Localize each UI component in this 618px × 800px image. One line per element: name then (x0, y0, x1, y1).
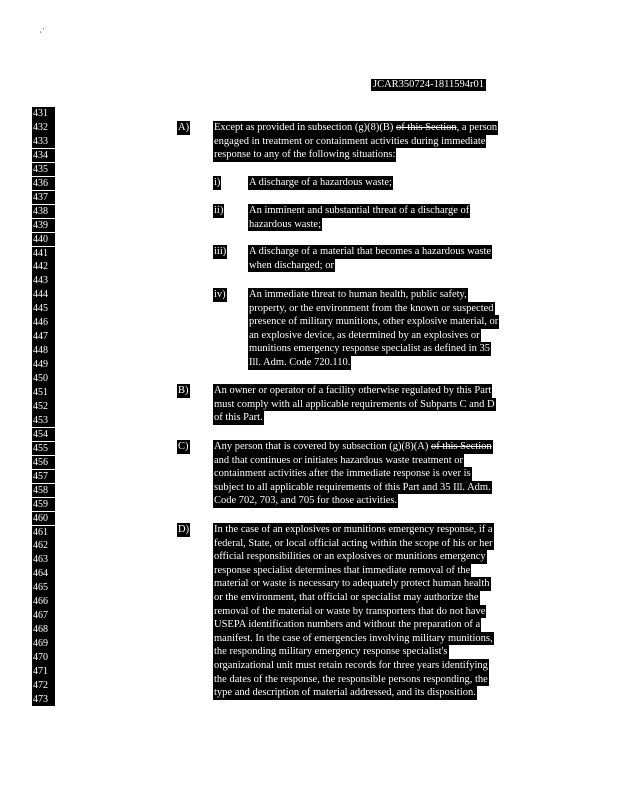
section-c-line: Code 702, 703, and 705 for those activities. (214, 495, 398, 507)
item-iv-label: iv) (214, 289, 226, 300)
line-number: 447 (32, 330, 55, 344)
line-number: 466 (32, 595, 55, 609)
line-number: 463 (32, 553, 55, 567)
section-d-line: organizational unit must retain records for three years identifying (214, 659, 488, 671)
line-number: 472 (32, 679, 55, 693)
section-d-line: or the environment, that official or specialist may authorize the (214, 591, 479, 603)
item-ii-line: hazardous waste; (249, 218, 322, 230)
line-number: 458 (32, 484, 55, 498)
section-c-strikethrough: of this Section (430, 441, 492, 452)
item-iv-line: an explosive device, as determined by an explosives or (249, 329, 480, 341)
line-number: 431 (32, 107, 55, 121)
item-i-label: i) (214, 177, 221, 188)
line-number: 467 (32, 609, 55, 623)
section-d-line: federal, State, or local official acting within the scope of his or her (214, 537, 493, 549)
section-b-line: of this Part. (214, 412, 263, 424)
section-d-line: manifest. In the case of emergencies involving military munitions, (214, 632, 493, 644)
section-b-text (213, 384, 496, 425)
item-ii-label: ii) (214, 205, 224, 216)
line-number: 465 (32, 581, 55, 595)
line-number: 468 (32, 623, 55, 637)
line-number: 460 (32, 512, 55, 526)
line-number: 464 (32, 567, 55, 581)
item-iv-line: Ill. Adm. Code 720.110. (249, 356, 351, 368)
line-number: 440 (32, 233, 55, 247)
line-number: 449 (32, 358, 55, 372)
item-iii-line: A discharge of a material that becomes a hazardous waste (249, 246, 492, 257)
section-c-line: containment activities after the immediate response is over is (214, 468, 471, 480)
line-number: 454 (32, 428, 55, 442)
line-number: 446 (32, 316, 55, 330)
line-number: 459 (32, 498, 55, 512)
line-number: 469 (32, 637, 55, 651)
section-c-line: subject to all applicable requirements of this Part and 35 Ill. Adm. (214, 481, 491, 493)
line-number: 451 (32, 386, 55, 400)
scan-marks: , ' (40, 28, 45, 34)
item-iii-label: iii) (214, 246, 227, 257)
line-number: 444 (32, 288, 55, 302)
line-number: 443 (32, 274, 55, 288)
line-number: 448 (32, 344, 55, 358)
line-number: 437 (32, 191, 55, 205)
line-number: 433 (32, 135, 55, 149)
line-number: 435 (32, 163, 55, 177)
item-iv-text (248, 288, 499, 370)
section-a-line-3: response to any of the following situations: (214, 149, 396, 161)
section-a-label: A) (178, 122, 190, 133)
line-number: 450 (32, 372, 55, 386)
section-d-label: D) (178, 524, 190, 535)
section-d-line: official responsibilities or an explosives or munitions emergency (214, 551, 486, 563)
section-a-text (213, 121, 498, 162)
item-iv-line: An immediate threat to human health, public safety, (249, 289, 467, 300)
line-number: 452 (32, 400, 55, 414)
section-d-line: material or waste is necessary to adequately protect human health (214, 578, 490, 590)
section-c-line-1: Any person that is covered by subsection (g)(8)(A) of this Section (214, 441, 492, 452)
section-d-text (213, 523, 494, 700)
line-number: 432 (32, 121, 55, 135)
section-c-label: C) (178, 441, 189, 452)
section-c-text (213, 440, 493, 508)
section-d-line: USEPA identification numbers and without the preparation of a (214, 619, 481, 631)
line-number: 457 (32, 470, 55, 484)
section-d-line: In the case of an explosives or munitions emergency response, if a (214, 524, 493, 535)
line-number: 434 (32, 149, 55, 163)
section-d-line: type and description of material addressed, and its disposition. (214, 687, 476, 699)
section-d-line: response specialist determines that immediate removal of the (214, 564, 471, 576)
line-number: 453 (32, 414, 55, 428)
item-iv-line: property, or the environment from the known or suspected (249, 302, 494, 314)
line-number: 441 (32, 247, 55, 261)
line-number: 438 (32, 205, 55, 219)
line-number: 455 (32, 442, 55, 456)
item-i-line: A discharge of a hazardous waste; (249, 177, 392, 188)
item-iv-line: presence of military munitions, other explosive material, or (249, 316, 499, 328)
line-number: 473 (32, 693, 55, 707)
section-b-line: must comply with all applicable requirements of Subparts C and D (214, 398, 495, 410)
section-d-line: the responding military emergency response specialist's (214, 646, 448, 658)
line-number: 439 (32, 219, 55, 233)
line-number: 436 (32, 177, 55, 191)
section-d-line: removal of the material or waste by transporters that do not have (214, 605, 486, 617)
section-b-label: B) (178, 385, 189, 396)
document-id: JCAR350724-1811594r01 (373, 79, 485, 90)
item-iii-line: when discharged; or (249, 259, 334, 271)
item-iii-text (248, 245, 492, 272)
item-i-text (248, 176, 393, 190)
section-b-line: An owner or operator of a facility otherwise regulated by this Part (214, 385, 492, 396)
item-ii-line: An imminent and substantial threat of a discharge of (249, 205, 470, 216)
line-number: 470 (32, 651, 55, 665)
line-number: 445 (32, 302, 55, 316)
item-ii-text (248, 204, 470, 231)
line-number: 471 (32, 665, 55, 679)
line-number: 442 (32, 260, 55, 274)
line-number: 456 (32, 456, 55, 470)
item-iv-line: munitions emergency response specialist as defined in 35 (249, 343, 490, 355)
section-d-line: the dates of the response, the responsible persons responding, the (214, 673, 488, 685)
section-c-line: and that continues or initiates hazardous waste treatment or (214, 454, 464, 466)
line-number: 462 (32, 539, 55, 553)
line-number: 461 (32, 526, 55, 540)
section-a-line-1: Except as provided in subsection (g)(8)(B) of this Section, a person (214, 122, 498, 133)
section-a-strikethrough: of this Section (395, 122, 457, 133)
section-a-line-2: engaged in treatment or containment activities during immediate (214, 135, 486, 147)
